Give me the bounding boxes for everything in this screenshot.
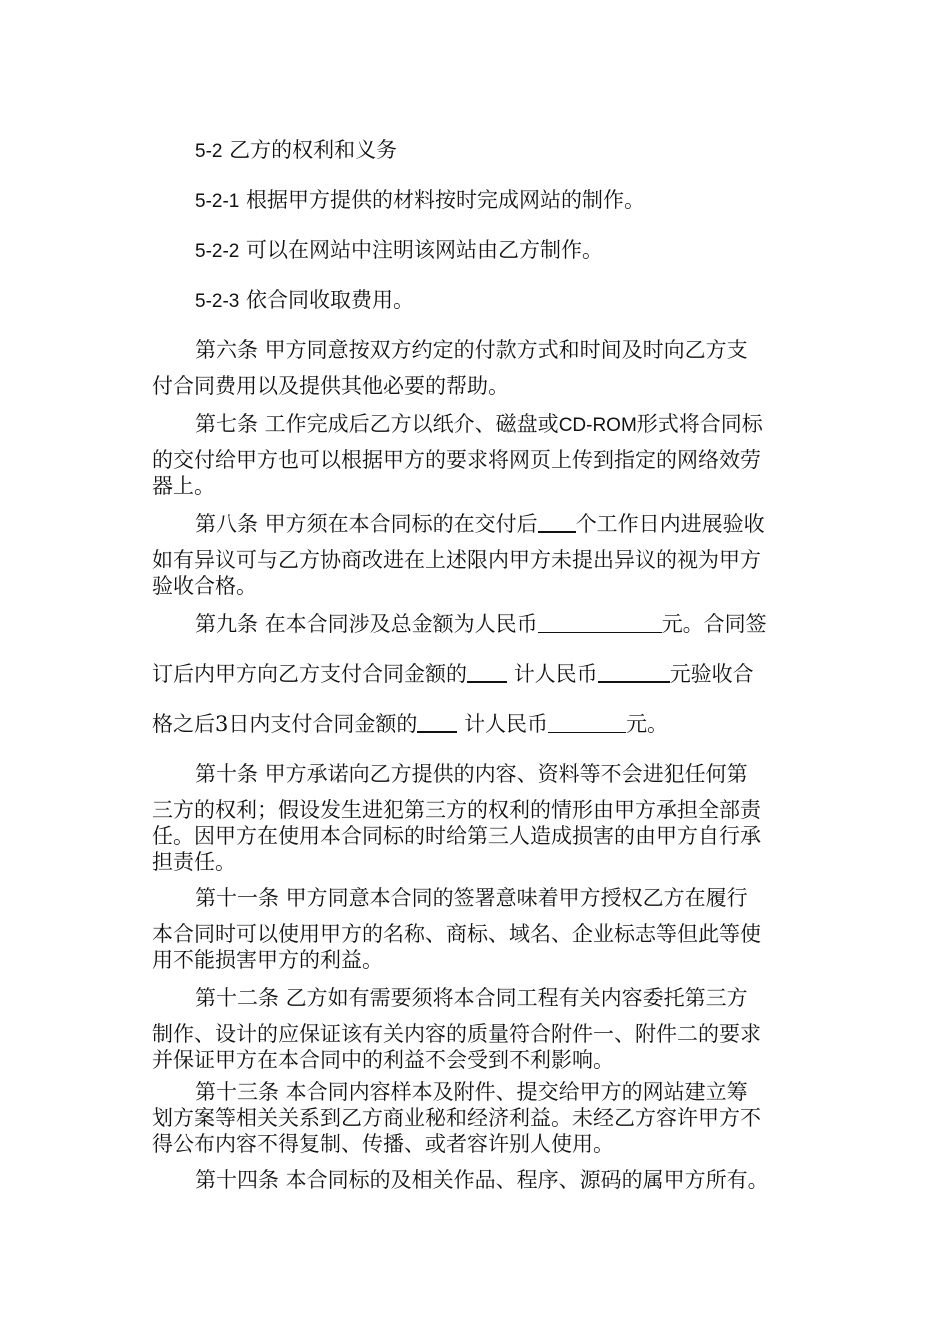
blank-second-amount [548,712,626,733]
blank-second-percent [417,711,457,733]
article-10-line-3: 任。因甲方在使用本合同标的时给第三人造成损害的由甲方自行承 [152,824,761,848]
article-9-line-2: 订后内甲方向乙方支付合同金额的 计人民币 元验收合 [152,662,754,686]
blank-working-days [538,511,576,533]
article-6-line-1: 第六条 甲方同意按双方约定的付款方式和时间及时向乙方支 [195,338,748,362]
article-12-line-2: 制作、设计的应保证该有关内容的质量符合附件一、附件二的要求 [152,1022,761,1046]
blank-first-amount [598,661,670,683]
article-10-line-4: 担责任。 [152,850,236,874]
article-11-line-3: 用不能损害甲方的利益。 [152,948,383,972]
article-8-line-2: 如有异议可与乙方协商改进在上述限内甲方未提出异议的视为甲方 [152,548,761,572]
article-9-line-3: 格之后3日内支付合同金额的 计人民币 元。 [152,712,669,736]
article-9-line-1: 第九条 在本合同涉及总金额为人民币 元。合同签 [195,612,767,636]
article-11-line-1: 第十一条 甲方同意本合同的签署意味着甲方授权乙方在履行 [195,886,748,910]
clause-5-2-3: 5-2-3 依合同收取费用。 [195,288,415,312]
article-10-line-1: 第十条 甲方承诺向乙方提供的内容、资料等不会进犯任何第 [195,762,748,786]
blank-first-percent [467,661,507,683]
article-11-line-2: 本合同时可以使用甲方的名称、商标、域名、企业标志等但此等使 [152,922,761,946]
article-13-line-3: 得公布内容不得复制、传播、或者容许别人使用。 [152,1132,614,1156]
article-7-line-2: 的交付给甲方也可以根据甲方的要求将网页上传到指定的网络效劳 [152,448,761,472]
article-8-line-1: 第八条 甲方须在本合同标的在交付后 个工作日内进展验收 [195,512,765,536]
clause-5-2-1: 5-2-1 根据甲方提供的材料按时完成网站的制作。 [195,188,646,212]
article-12-line-3: 并保证甲方在本合同中的利益不会受到不利影响。 [152,1048,614,1072]
article-7-line-1: 第七条 工作完成后乙方以纸介、磁盘或CD-ROM形式将合同标 [195,412,763,436]
article-8-line-3: 验收合格。 [152,574,257,598]
clause-5-2: 5-2 乙方的权利和义务 [195,138,398,162]
article-13-line-1: 第十三条 本合同内容样本及附件、提交给甲方的网站建立筹 [195,1080,748,1104]
article-13-line-2: 划方案等相关关系到乙方商业秘和经济利益。未经乙方容许甲方不 [152,1106,761,1130]
article-12-line-1: 第十二条 乙方如有需要须将本合同工程有关内容委托第三方 [195,986,748,1010]
blank-total-amount [538,612,662,633]
article-14-line-1: 第十四条 本合同标的及相关作品、程序、源码的属甲方所有。 [195,1168,769,1192]
article-7-line-3: 器上。 [152,474,215,498]
article-10-line-2: 三方的权利；假设发生进犯第三方的权利的情形由甲方承担全部责 [152,798,761,822]
article-6-line-2: 付合同费用以及提供其他必要的帮助。 [152,374,509,398]
clause-5-2-2: 5-2-2 可以在网站中注明该网站由乙方制作。 [195,238,604,262]
